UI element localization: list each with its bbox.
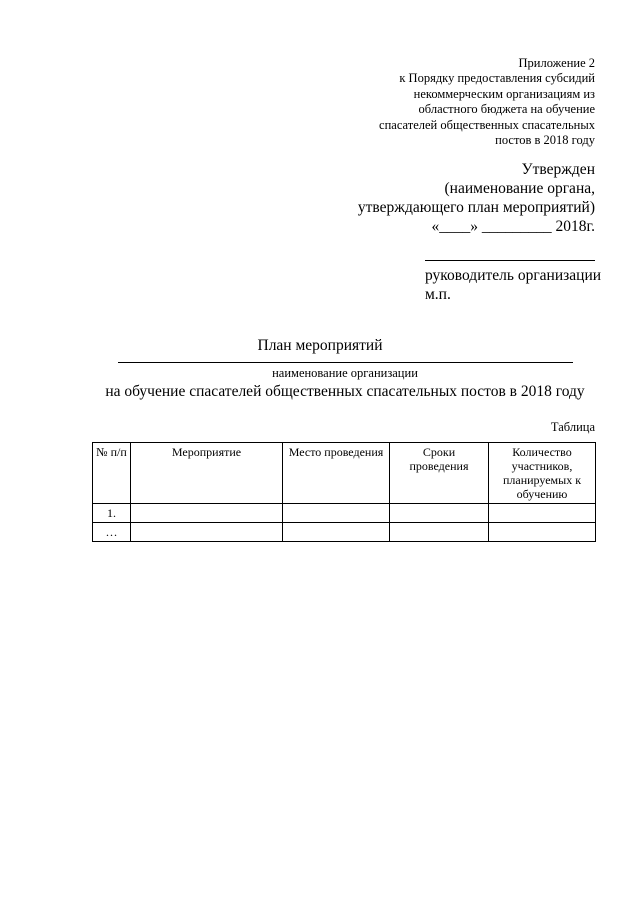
approval-date-line: «____» _________ 2018г.: [431, 218, 595, 235]
column-header-event: Мероприятие: [131, 443, 283, 504]
column-header-venue: Место проведения: [283, 443, 390, 504]
table-cell: [489, 523, 596, 542]
table-header-row: [93, 443, 596, 504]
signature-role: руководитель организации: [425, 267, 602, 284]
organization-name-caption: наименование организации: [272, 366, 418, 380]
plan-title: План мероприятий: [257, 337, 383, 354]
appendix-line: спасателей общественных спасательных: [379, 117, 595, 132]
signature-line: [425, 260, 595, 261]
appendix-line: некоммерческим организациям из: [413, 86, 595, 101]
table-cell: [283, 504, 390, 523]
appendix-line: к Порядку предоставления субсидий: [399, 71, 595, 86]
table-row: [93, 523, 596, 542]
approval-line: Утвержден: [521, 161, 595, 178]
table-cell: …: [93, 523, 131, 542]
stamp-place: м.п.: [425, 286, 451, 303]
table-label: Таблица: [550, 420, 595, 434]
table-cell: [131, 504, 283, 523]
approval-block: [295, 160, 595, 236]
table-cell: [489, 504, 596, 523]
table-cell: [283, 523, 390, 542]
table-cell: [131, 523, 283, 542]
table-cell: 1.: [93, 504, 131, 523]
table-cell: [390, 523, 489, 542]
table-row: [93, 504, 596, 523]
organization-name-line: [118, 362, 573, 363]
column-header-dates: Сроки проведения: [390, 443, 489, 504]
appendix-line: постов в 2018 году: [495, 133, 595, 148]
appendix-line: Приложение 2: [518, 56, 595, 70]
column-header-number: № п/п: [93, 443, 131, 504]
signature-block: [425, 266, 601, 304]
approval-line: (наименование органа,: [444, 180, 595, 197]
table-cell: [390, 504, 489, 523]
plan-table: [92, 442, 596, 542]
approval-line: утверждающего план мероприятий): [357, 199, 595, 216]
appendix-line: областного бюджета на обучение: [418, 102, 595, 117]
appendix-note: [335, 56, 595, 148]
column-header-participants: Количество участников, планируемых к обучению: [489, 443, 596, 504]
plan-subtitle: на обучение спасателей общественных спасательных постов в 2018 году: [105, 383, 585, 400]
